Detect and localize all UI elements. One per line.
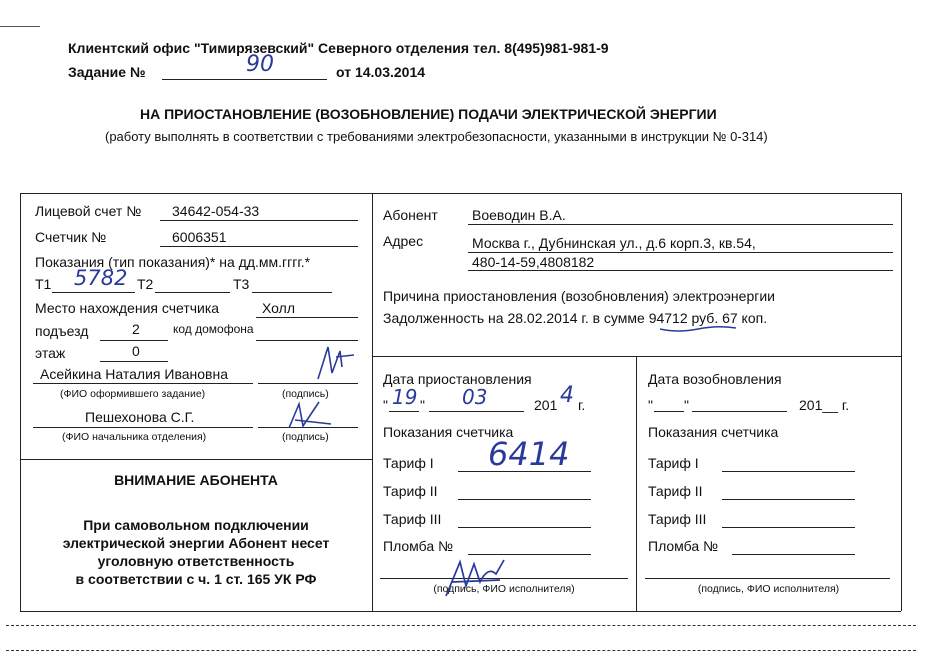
resumption-month-line	[692, 411, 787, 412]
warning-line-1: При самовольном подключении	[83, 517, 309, 533]
suspension-month-line	[429, 411, 524, 412]
resumption-sign-line	[645, 578, 890, 579]
suspension-tariff3-label: Тариф III	[383, 511, 442, 527]
resumption-tariff1-line	[722, 471, 855, 472]
frame-top	[20, 193, 901, 194]
warning-title: ВНИМАНИЕ АБОНЕНТА	[114, 472, 278, 488]
signature-caption-1: (подпись)	[282, 388, 329, 400]
task-number: 90	[246, 52, 274, 77]
signature-caption-2: (подпись)	[282, 431, 329, 443]
intercom-line	[256, 340, 358, 341]
resumption-tariff2-line	[722, 499, 855, 500]
resumption-tariff3-label: Тариф III	[648, 511, 707, 527]
intercom-label: код домофона	[173, 322, 254, 336]
resumption-quote-close: "	[684, 397, 689, 413]
resumption-tariff3-line	[722, 527, 855, 528]
subscriber-line	[468, 224, 893, 225]
left-split	[20, 459, 372, 460]
floor-value: 0	[132, 343, 140, 359]
resumption-tariff2-label: Тариф II	[648, 483, 703, 499]
address-line-2: 480-14-59,4808182	[472, 254, 595, 270]
office-line: Клиентский офис "Тимирязевский" Северного отделения тел. 8(495)981-981-9	[68, 40, 609, 56]
address-line-1-rule	[468, 252, 893, 253]
meter-value: 6006351	[172, 229, 227, 245]
document-subtitle: (работу выполнять в соответствии с требованиями электробезопасности, указанными в инструкции № 0-314)	[105, 129, 768, 144]
account-label: Лицевой счет №	[35, 203, 142, 219]
t3-line	[252, 292, 332, 293]
debt-text: Задолженность на 28.02.2014 г. в сумме 94712 руб. 67 коп.	[383, 310, 768, 326]
resumption-sign-caption: (подпись, ФИО исполнителя)	[697, 583, 840, 595]
suspension-year-prefix: 201	[534, 397, 558, 413]
address-line-2-rule	[468, 270, 893, 271]
t1-value: 5782	[74, 266, 128, 290]
suspension-seal-label: Пломба №	[383, 538, 454, 554]
entrance-line	[100, 340, 168, 341]
location-label: Место нахождения счетчика	[35, 300, 220, 316]
resumption-seal-line	[732, 554, 855, 555]
frame-divider	[372, 193, 373, 611]
meter-label: Счетчик №	[35, 229, 107, 245]
warning-line-4: в соответствии с ч. 1 ст. 165 УК РФ	[75, 571, 317, 587]
executor-signature	[440, 552, 510, 600]
suspension-tariff1-label: Тариф I	[383, 455, 434, 471]
address-line-1: Москва г., Дубнинская ул., д.6 корп.3, кв.54,	[472, 235, 756, 251]
cut-line-bottom	[6, 650, 916, 651]
t1-label: Т1	[35, 276, 52, 292]
suspension-tariff2-label: Тариф II	[383, 483, 438, 499]
suspension-day-line	[389, 411, 419, 412]
entrance-value: 2	[132, 321, 140, 337]
suspension-sign-caption: (подпись, ФИО исполнителя)	[433, 583, 575, 595]
suspension-quote-close: "	[420, 397, 425, 413]
warning-line-2: электрической энергии Абонент несет	[62, 535, 330, 551]
chief-signature	[285, 398, 335, 434]
corner-mark	[0, 26, 40, 27]
t2-line	[155, 292, 230, 293]
location-value: Холл	[262, 300, 295, 316]
document-title: НА ПРИОСТАНОВЛЕНИЕ (ВОЗОБНОВЛЕНИЕ) ПОДАЧИ ЭЛЕКТРИЧЕСКОЙ ЭНЕРГИИ	[140, 106, 717, 122]
chief-name: Пешехонова С.Г.	[85, 409, 195, 425]
suspension-tariff3-line	[458, 527, 591, 528]
issuer-line	[33, 383, 253, 384]
readings-label: Показания (тип показания)* на дд.мм.гггг.*	[35, 254, 311, 270]
suspension-day: 19	[392, 385, 418, 409]
t2-label: Т2	[137, 276, 154, 292]
account-line	[160, 220, 358, 221]
meter-line	[160, 246, 358, 247]
location-line	[256, 317, 358, 318]
resumption-tariff1-label: Тариф I	[648, 455, 699, 471]
issuer-name: Асейкина Наталия Ивановна	[40, 366, 228, 382]
suspension-date-label: Дата приостановления	[383, 371, 532, 387]
resumption-date-label: Дата возобновления	[648, 371, 782, 387]
t1-line	[52, 292, 135, 293]
suspension-quote-open: "	[383, 397, 388, 413]
suspension-year-digit: 4	[560, 383, 574, 408]
frame-bottom	[20, 611, 901, 612]
suspension-tariff1-value: 6414	[488, 435, 570, 473]
t3-label: Т3	[233, 276, 250, 292]
issuer-caption: (ФИО оформившего задание)	[60, 388, 206, 400]
suspension-readings-label: Показания счетчика	[383, 424, 514, 440]
subscriber-value: Воеводин В.А.	[472, 207, 566, 223]
entrance-label: подъезд	[35, 323, 89, 339]
resumption-year: 201__ г.	[799, 397, 850, 413]
chief-caption: (ФИО начальника отделения)	[62, 431, 207, 443]
date-divider	[636, 356, 637, 611]
resumption-quote-open: "	[648, 397, 653, 413]
resumption-readings-label: Показания счетчика	[648, 424, 779, 440]
suspension-year-suffix: г.	[578, 397, 586, 413]
issuer-signature	[310, 343, 358, 383]
account-value: 34642-054-33	[172, 203, 260, 219]
suspension-month: 03	[462, 385, 488, 409]
subscriber-label: Абонент	[383, 207, 438, 223]
floor-line	[100, 361, 168, 362]
chief-line	[33, 427, 253, 428]
resumption-seal-label: Пломба №	[648, 538, 719, 554]
task-number-line	[162, 79, 327, 80]
warning-line-3: уголовную ответственность	[97, 553, 295, 569]
debt-underline-stroke	[658, 324, 738, 334]
address-label: Адрес	[383, 233, 424, 249]
frame-right	[901, 193, 902, 611]
resumption-day-line	[654, 411, 684, 412]
reason-label: Причина приостановления (возобновления) электроэнергии	[383, 288, 775, 304]
cut-line-top	[6, 625, 916, 626]
floor-label: этаж	[35, 345, 66, 361]
task-label: Задание №	[68, 64, 146, 80]
suspension-tariff2-line	[458, 499, 591, 500]
issuer-sign-line	[258, 383, 358, 384]
task-date: от 14.03.2014	[336, 64, 426, 80]
